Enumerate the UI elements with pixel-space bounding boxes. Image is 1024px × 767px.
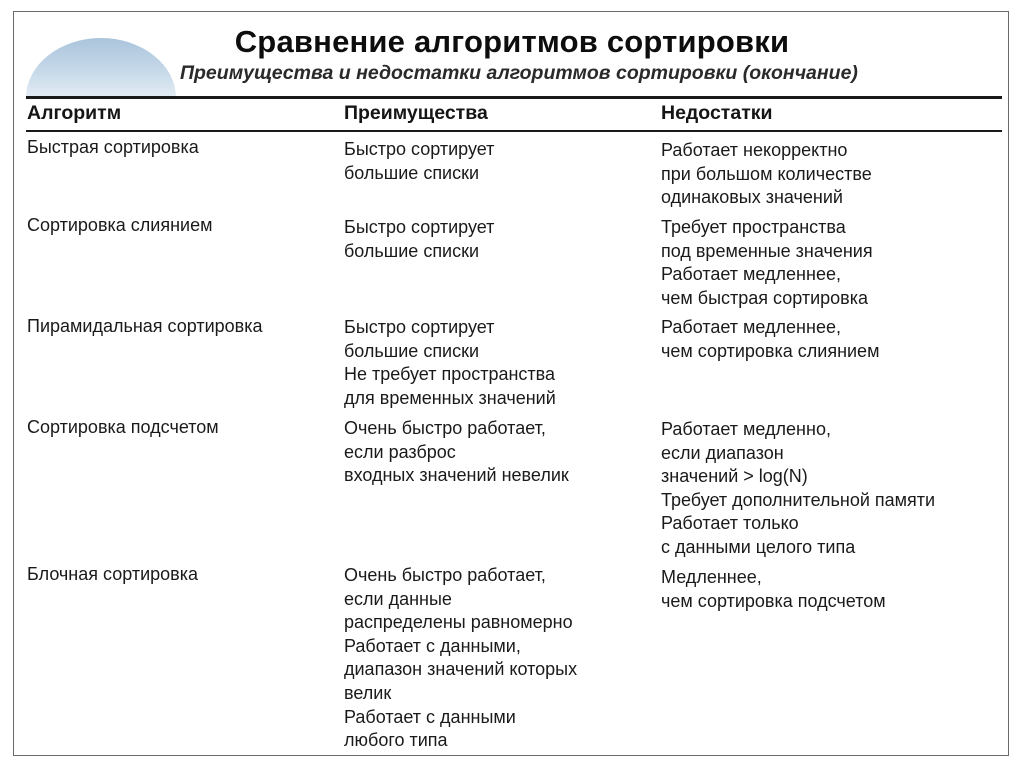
row-1-disadvantages: Работает некорректно при большом количестве одинаковых значений bbox=[661, 140, 872, 208]
row-5-advantages: Очень быстро работает, если данные распределены равномерно Работает с данными, диапазон значений которых велик Работает с данными любого типа bbox=[344, 565, 578, 751]
table-subtitle: Преимущества и недостатки алгоритмов сортировки (окончание) bbox=[180, 62, 858, 84]
table-top-rule bbox=[26, 96, 1002, 99]
row-3-advantages: Быстро сортирует большие списки Не требует пространства для временных значений bbox=[344, 317, 556, 408]
row-2-disadvantages: Требует пространства под временные значения Работает медленнее, чем быстрая сортировка bbox=[661, 217, 873, 308]
slide-frame bbox=[13, 11, 1009, 756]
row-4-disadvantages: Работает медленно, если диапазон значений > log(N) Требует дополнительной памяти Работает только с данными целого типа bbox=[661, 419, 936, 557]
row-4-algorithm: Сортировка подсчетом bbox=[27, 417, 219, 437]
header-advantages: Преимущества bbox=[344, 102, 488, 124]
row-5-disadvantages: Медленнее, чем сортировка подсчетом bbox=[661, 567, 886, 611]
row-3-algorithm: Пирамидальная сортировка bbox=[27, 316, 263, 336]
row-4-advantages: Очень быстро работает, если разброс входных значений невелик bbox=[344, 418, 569, 486]
row-2-advantages: Быстро сортирует большие списки bbox=[344, 217, 495, 261]
row-2-algorithm: Сортировка слиянием bbox=[27, 215, 213, 235]
row-1-advantages: Быстро сортирует большие списки bbox=[344, 139, 495, 183]
row-3-disadvantages: Работает медленнее, чем сортировка слиянием bbox=[661, 317, 880, 361]
row-1-algorithm: Быстрая сортировка bbox=[27, 137, 199, 157]
slide-title: Сравнение алгоритмов сортировки bbox=[234, 24, 790, 59]
table-header-rule bbox=[26, 130, 1002, 132]
row-5-algorithm: Блочная сортировка bbox=[27, 564, 198, 584]
header-disadvantages: Недостатки bbox=[661, 102, 773, 124]
header-algorithm: Алгоритм bbox=[27, 102, 122, 124]
